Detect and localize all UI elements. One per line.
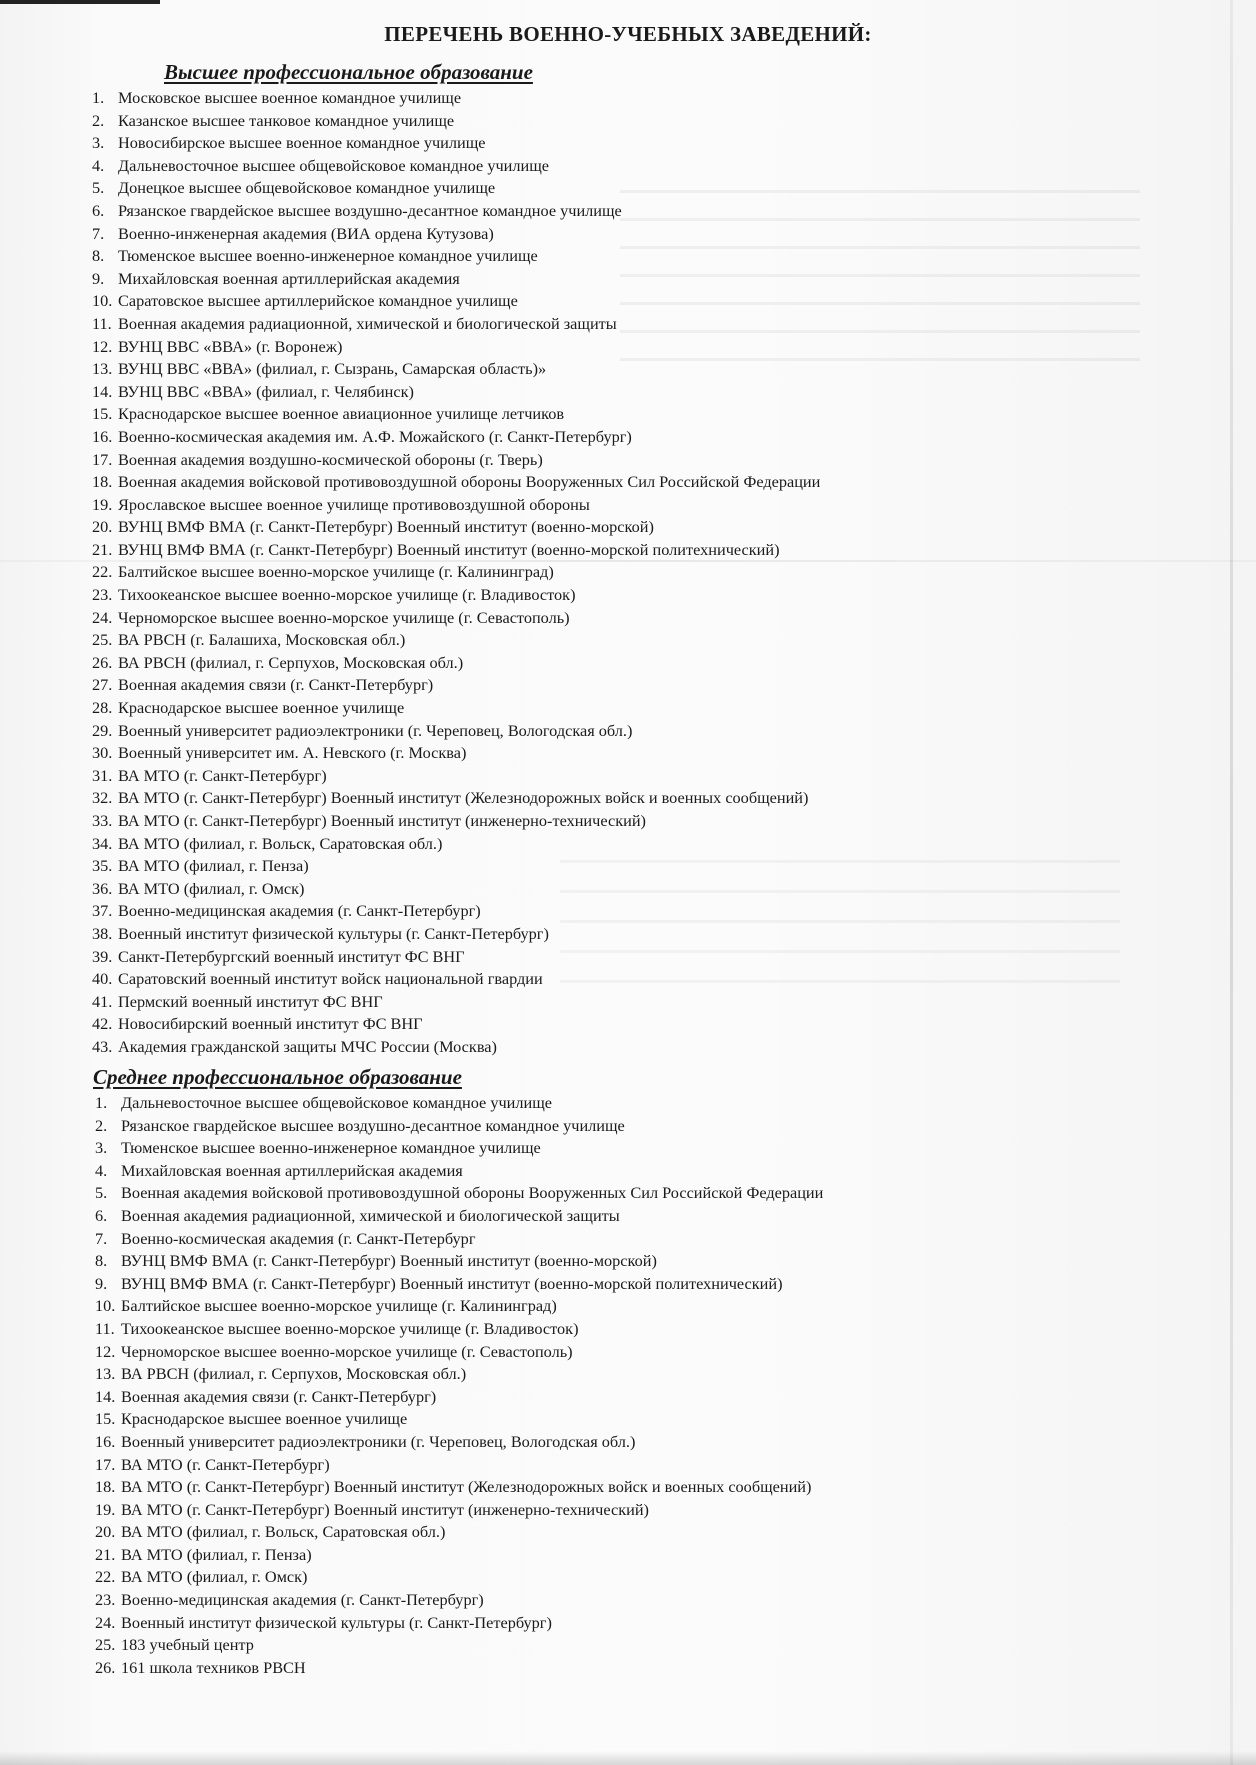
list-item-text: ВА МТО (г. Санкт-Петербург) [118, 765, 327, 785]
list-item-text: Тюменское высшее военно-инженерное командное училище [118, 246, 538, 266]
list-item-text: Черноморское высшее военно-морское училище (г. Севастополь) [118, 607, 570, 627]
list-item-number: 18. [92, 472, 113, 492]
list-item [92, 403, 820, 426]
list-item-text: Военный университет им. А. Невского (г. Москва) [118, 743, 467, 763]
list-item-text: ВА РВСН (г. Балашиха, Московская обл.) [118, 630, 406, 650]
paper-fold-line [1230, 0, 1233, 1765]
list-item-number: 1. [92, 88, 105, 107]
list-item-number: 22. [92, 562, 113, 582]
list-item [95, 1318, 823, 1341]
list-item [92, 87, 820, 110]
list-item-text: Пермский военный институт ФС ВНГ [118, 991, 383, 1011]
list-item [95, 1499, 823, 1522]
list-item-text: Военная академия войсковой противовоздушной обороны Вооруженных Сил Российской Федерации [118, 472, 821, 492]
list-item-number: 27. [92, 675, 113, 695]
list-item [95, 1092, 823, 1115]
list-item [95, 1566, 823, 1589]
section-heading-secondary-education: Среднее профессиональное образование [93, 1065, 462, 1089]
list-item-number: 13. [95, 1364, 116, 1384]
list-item-text: Балтийское высшее военно-морское училище (г. Калининград) [121, 1296, 557, 1316]
list-item [92, 245, 820, 268]
list-item [95, 1115, 823, 1138]
list-item-text: 183 учебный центр [121, 1635, 254, 1655]
list-item-number: 17. [92, 449, 113, 469]
list-item-text: Рязанское гвардейское высшее воздушно-десантное командное училище [121, 1115, 625, 1135]
list-item [92, 539, 820, 562]
list-item-text: ВУНЦ ВМФ ВМА (г. Санкт-Петербург) Военный институт (военно-морской) [121, 1251, 657, 1271]
secondary-education-list [95, 1092, 823, 1679]
list-item-text: Военно-космическая академия (г. Санкт-Петербург [121, 1228, 476, 1248]
list-item-text: Новосибирский военный институт ФС ВНГ [118, 1014, 423, 1034]
list-item [92, 449, 820, 472]
list-item-number: 28. [92, 698, 113, 718]
list-item [95, 1521, 823, 1544]
list-item-number: 39. [92, 946, 113, 966]
list-item-text: Военно-инженерная академия (ВИА ордена Кутузова) [118, 223, 494, 243]
list-item-number: 9. [92, 268, 105, 288]
scan-shadow [0, 1751, 1256, 1765]
list-item-text: ВУНЦ ВМФ ВМА (г. Санкт-Петербург) Военный институт (военно-морской) [118, 517, 654, 537]
list-item [92, 132, 820, 155]
list-item-text: Краснодарское высшее военное училище [121, 1409, 408, 1429]
list-item-number: 20. [92, 517, 113, 537]
list-item [92, 765, 820, 788]
list-item [92, 652, 820, 675]
list-item [95, 1137, 823, 1160]
list-item [92, 155, 820, 178]
list-item-text: ВУНЦ ВМФ ВМА (г. Санкт-Петербург) Военный институт (военно-морской политехнический) [118, 539, 780, 559]
list-item-text: Тюменское высшее военно-инженерное командное училище [121, 1138, 541, 1158]
list-item-number: 12. [95, 1341, 116, 1361]
list-item-text: Московское высшее военное командное училище [118, 88, 462, 107]
list-item-number: 16. [92, 426, 113, 446]
list-item-text: Военная академия связи (г. Санкт-Петербург) [118, 675, 434, 695]
list-item-number: 3. [92, 133, 105, 153]
list-item-text: ВА МТО (г. Санкт-Петербург) Военный институт (инженерно-технический) [121, 1499, 649, 1519]
list-item-number: 36. [92, 878, 113, 898]
list-item [92, 268, 820, 291]
list-item-number: 31. [92, 765, 113, 785]
list-item-text: ВА МТО (филиал, г. Вольск, Саратовская обл.) [118, 833, 443, 853]
list-item-text: ВУНЦ ВВС «ВВА» (г. Воронеж) [118, 336, 343, 356]
list-item-number: 3. [95, 1138, 108, 1158]
list-item-number: 18. [95, 1477, 116, 1497]
list-item-text: 161 школа техников РВСН [121, 1657, 306, 1677]
list-item-number: 32. [92, 788, 113, 808]
list-item-number: 10. [95, 1296, 116, 1316]
list-item [92, 810, 820, 833]
list-item [92, 855, 820, 878]
list-item [92, 629, 820, 652]
list-item-number: 1. [95, 1093, 108, 1112]
list-item [92, 313, 820, 336]
list-item [95, 1589, 823, 1612]
list-item-number: 5. [92, 178, 105, 198]
list-item [95, 1363, 823, 1386]
list-item [92, 674, 820, 697]
list-item [92, 358, 820, 381]
list-item-number: 13. [92, 359, 113, 379]
list-item [92, 471, 820, 494]
scan-edge-mark [0, 0, 160, 4]
list-item-text: Рязанское гвардейское высшее воздушно-десантное командное училище [118, 200, 622, 220]
list-item-text: Военный институт физической культуры (г. Санкт-Петербург) [118, 923, 549, 943]
list-item-number: 30. [92, 743, 113, 763]
list-item-text: Тихоокеанское высшее военно-морское училище (г. Владивосток) [121, 1318, 579, 1338]
list-item-number: 21. [95, 1544, 116, 1564]
list-item-number: 20. [95, 1522, 116, 1542]
section-heading-higher-education: Высшее профессиональное образование [164, 60, 533, 84]
list-item-text: Военный университет радиоэлектроники (г. Череповец, Вологодская обл.) [118, 720, 633, 740]
list-item-text: Саратовский военный институт войск национальной гвардии [118, 969, 543, 989]
list-item [92, 177, 820, 200]
list-item-number: 25. [92, 630, 113, 650]
list-item [92, 991, 820, 1014]
list-item-number: 5. [95, 1183, 108, 1203]
list-item [92, 426, 820, 449]
list-item-text: ВА РВСН (филиал, г. Серпухов, Московская обл.) [121, 1364, 467, 1384]
list-item [92, 833, 820, 856]
list-item-text: ВА МТО (г. Санкт-Петербург) [121, 1454, 330, 1474]
list-item-text: Дальневосточное высшее общевойсковое командное училище [121, 1093, 552, 1112]
list-item-text: ВА РВСН (филиал, г. Серпухов, Московская обл.) [118, 652, 464, 672]
list-item-text: Дальневосточное высшее общевойсковое командное училище [118, 155, 549, 175]
list-item-text: ВА МТО (филиал, г. Омск) [118, 878, 305, 898]
list-item-text: Саратовское высшее артиллерийское командное училище [118, 291, 518, 311]
list-item [92, 290, 820, 313]
list-item-text: ВА МТО (филиал, г. Пенза) [121, 1544, 312, 1564]
list-item-number: 15. [92, 404, 113, 424]
list-item [95, 1612, 823, 1635]
list-item-number: 29. [92, 720, 113, 740]
list-item-number: 17. [95, 1454, 116, 1474]
list-item [95, 1408, 823, 1431]
list-item-text: Тихоокеанское высшее военно-морское училище (г. Владивосток) [118, 585, 576, 605]
list-item-number: 7. [92, 223, 105, 243]
list-item-text: ВУНЦ ВМФ ВМА (г. Санкт-Петербург) Военный институт (военно-морской политехнический) [121, 1273, 783, 1293]
document-title: ПЕРЕЧЕНЬ ВОЕННО-УЧЕБНЫХ ЗАВЕДЕНИЙ: [384, 22, 872, 46]
list-item-number: 21. [92, 539, 113, 559]
list-item-number: 35. [92, 856, 113, 876]
list-item-number: 33. [92, 811, 113, 830]
list-item [92, 223, 820, 246]
list-item [92, 494, 820, 517]
list-item-text: ВА МТО (филиал, г. Пенза) [118, 856, 309, 876]
list-item-text: Академия гражданской защиты МЧС России (Москва) [118, 1036, 497, 1056]
list-item [95, 1295, 823, 1318]
list-item [92, 968, 820, 991]
list-item-text: Казанское высшее танковое командное училище [118, 110, 455, 130]
list-item-text: Военно-космическая академия им. А.Ф. Можайского (г. Санкт-Петербург) [118, 426, 632, 446]
list-item-number: 14. [92, 381, 113, 401]
list-item [95, 1341, 823, 1364]
list-item-text: ВА МТО (г. Санкт-Петербург) Военный институт (Железнодорожных войск и военных сообщений) [121, 1477, 812, 1497]
list-item [95, 1431, 823, 1454]
list-item-text: ВУНЦ ВВС «ВВА» (филиал, г. Сызрань, Самарская область)» [118, 359, 547, 379]
list-item [92, 900, 820, 923]
list-item-text: Новосибирское высшее военное командное училище [118, 133, 486, 153]
list-item [95, 1454, 823, 1477]
list-item [92, 878, 820, 901]
list-item [92, 787, 820, 810]
list-item-number: 25. [95, 1635, 116, 1655]
list-item-text: Санкт-Петербургский военный институт ФС ВНГ [118, 946, 465, 966]
list-item-number: 37. [92, 901, 113, 921]
list-item-number: 11. [92, 313, 112, 333]
list-item-number: 40. [92, 969, 113, 989]
list-item-text: Черноморское высшее военно-морское училище (г. Севастополь) [121, 1341, 573, 1361]
list-item-number: 8. [92, 246, 105, 266]
list-item-number: 8. [95, 1251, 108, 1271]
list-item-text: Военная академия радиационной, химической и биологической защиты [121, 1205, 620, 1225]
list-item [95, 1250, 823, 1273]
list-item-number: 2. [95, 1115, 108, 1135]
list-item [95, 1544, 823, 1567]
list-item-text: Военно-медицинская академия (г. Санкт-Петербург) [118, 901, 481, 921]
list-item [92, 336, 820, 359]
list-item-text: Военно-медицинская академия (г. Санкт-Петербург) [121, 1590, 484, 1610]
list-item-text: ВА МТО (филиал, г. Омск) [121, 1567, 308, 1587]
list-item-number: 6. [92, 200, 105, 220]
list-item-number: 23. [92, 585, 113, 605]
list-item-number: 11. [95, 1318, 115, 1338]
list-item-number: 12. [92, 336, 113, 356]
list-item-number: 14. [95, 1386, 116, 1406]
list-item-text: Донецкое высшее общевойсковое командное училище [118, 178, 496, 198]
list-item-number: 38. [92, 923, 113, 943]
list-item-number: 23. [95, 1590, 116, 1610]
list-item [92, 381, 820, 404]
list-item-text: ВА МТО (г. Санкт-Петербург) Военный институт (Железнодорожных войск и военных сообщений) [118, 788, 809, 808]
list-item-number: 9. [95, 1273, 108, 1293]
list-item [92, 742, 820, 765]
list-item-number: 7. [95, 1228, 108, 1248]
list-item-text: Краснодарское высшее военное авиационное училище летчиков [118, 404, 565, 424]
list-item [95, 1205, 823, 1228]
list-item-number: 4. [92, 155, 105, 175]
list-item [95, 1273, 823, 1296]
list-item-number: 2. [92, 110, 105, 130]
list-item-number: 26. [92, 652, 113, 672]
list-item-text: Михайловская военная артиллерийская академия [121, 1160, 463, 1180]
list-item-number: 19. [92, 494, 113, 514]
list-item-text: Военная академия войсковой противовоздушной обороны Вооруженных Сил Российской Федерации [121, 1183, 824, 1203]
list-item-number: 16. [95, 1431, 116, 1451]
list-item [92, 200, 820, 223]
list-item-number: 10. [92, 291, 113, 311]
list-item [92, 923, 820, 946]
list-item [92, 516, 820, 539]
list-item-text: Краснодарское высшее военное училище [118, 698, 405, 718]
list-item-text: ВА МТО (филиал, г. Вольск, Саратовская обл.) [121, 1522, 446, 1542]
list-item [92, 584, 820, 607]
list-item-number: 19. [95, 1499, 116, 1519]
list-item [92, 720, 820, 743]
list-item [92, 110, 820, 133]
list-item-number: 24. [95, 1612, 116, 1632]
list-item [95, 1160, 823, 1183]
list-item-text: Ярославское высшее военное училище противовоздушной обороны [118, 494, 590, 514]
list-item [95, 1657, 823, 1680]
list-item [95, 1476, 823, 1499]
list-item [92, 697, 820, 720]
list-item-number: 41. [92, 991, 113, 1011]
higher-education-list [92, 87, 820, 1059]
list-item-number: 15. [95, 1409, 116, 1429]
list-item-number: 4. [95, 1160, 108, 1180]
list-item-number: 26. [95, 1657, 116, 1677]
list-item [92, 1036, 820, 1059]
list-item-text: Военная академия связи (г. Санкт-Петербург) [121, 1386, 437, 1406]
list-item-number: 6. [95, 1205, 108, 1225]
list-item-text: ВУНЦ ВВС «ВВА» (филиал, г. Челябинск) [118, 381, 414, 401]
list-item [95, 1386, 823, 1409]
list-item-number: 43. [92, 1036, 113, 1056]
list-item-text: Военный институт физической культуры (г. Санкт-Петербург) [121, 1612, 552, 1632]
list-item-text: Военный университет радиоэлектроники (г. Череповец, Вологодская обл.) [121, 1431, 636, 1451]
list-item-text: ВА МТО (г. Санкт-Петербург) Военный институт (инженерно-технический) [118, 811, 646, 830]
list-item-text: Военная академия радиационной, химической и биологической защиты [118, 313, 617, 333]
list-item [95, 1634, 823, 1657]
list-item-text: Михайловская военная артиллерийская академия [118, 268, 460, 288]
list-item [95, 1182, 823, 1205]
list-item [92, 1013, 820, 1036]
list-item [92, 946, 820, 969]
list-item-text: Военная академия воздушно-космической обороны (г. Тверь) [118, 449, 543, 469]
list-item [95, 1228, 823, 1251]
list-item [92, 607, 820, 630]
list-item [92, 561, 820, 584]
list-item-number: 42. [92, 1014, 113, 1034]
list-item-text: Балтийское высшее военно-морское училище (г. Калининград) [118, 562, 554, 582]
list-item-number: 22. [95, 1567, 116, 1587]
list-item-number: 34. [92, 833, 113, 853]
list-item-number: 24. [92, 607, 113, 627]
